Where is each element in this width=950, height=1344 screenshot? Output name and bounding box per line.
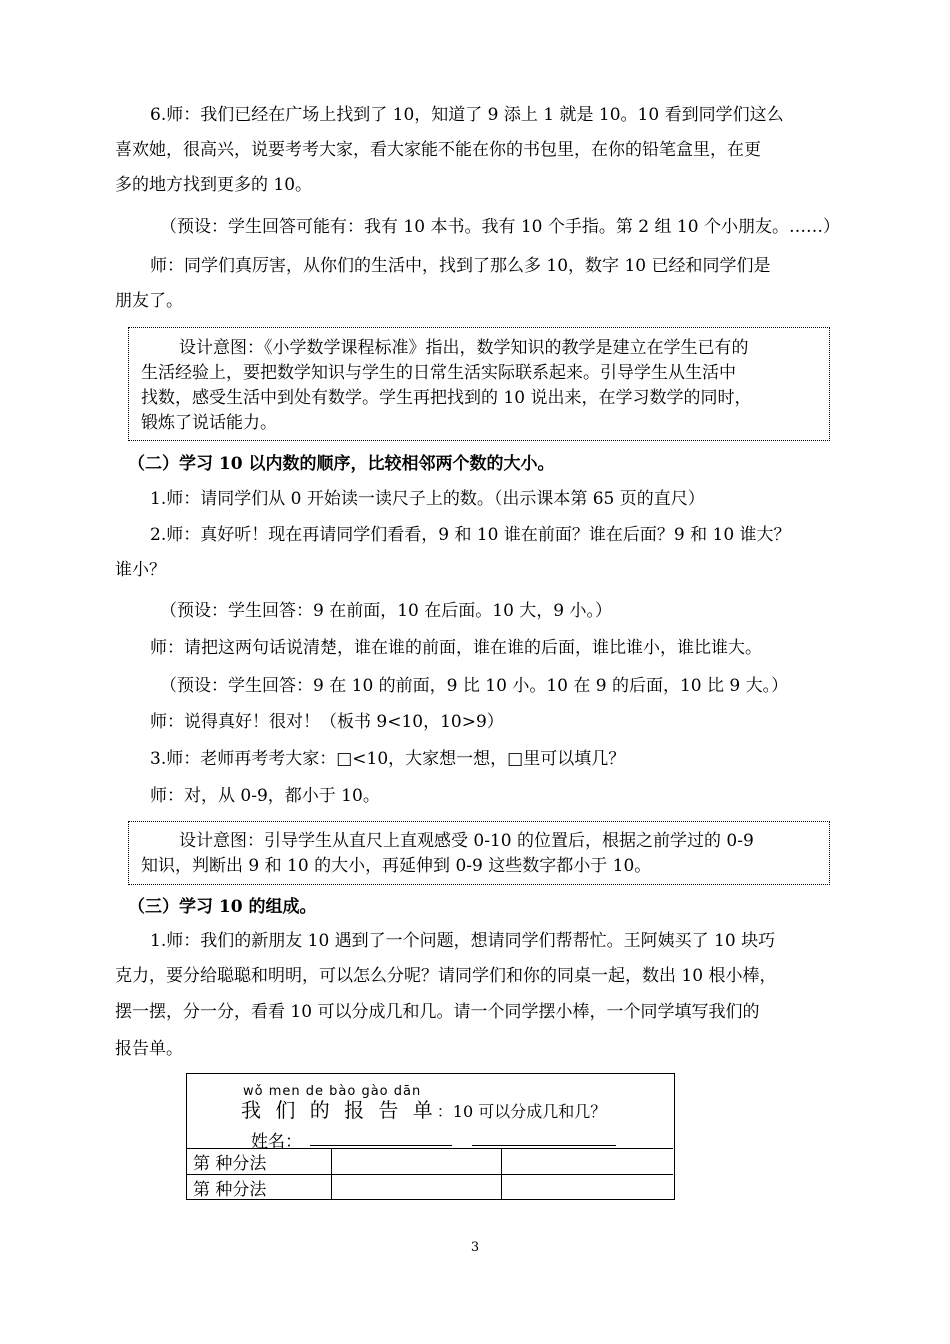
box-line: 设计意图：《小学数学课程标准》指出，数学知识的教学是建立在学生已有的	[179, 338, 749, 358]
method-label: 第 种分法	[187, 1175, 331, 1201]
design-intent-box	[128, 821, 830, 885]
paragraph-line: 师：对，从 0-9，都小于 10。	[150, 786, 380, 806]
box-line: 设计意图：引导学生从直尺上直观感受 0-10 的位置后，根据之前学过的 0-9	[179, 831, 754, 851]
paragraph-line: 谁小？	[115, 560, 166, 580]
paragraph-line: 朋友了。	[115, 291, 183, 311]
design-intent-box	[128, 327, 830, 441]
name-blank-1[interactable]	[310, 1145, 452, 1146]
report-title-pinyin: wǒ men de bào gào dān	[243, 1084, 422, 1099]
section-heading: （二）学习 10 以内数的顺序，比较相邻两个数的大小。	[128, 454, 555, 474]
method-label: 第 种分法	[187, 1149, 331, 1175]
paragraph-line: 2.师：真好听！现在再请同学们看看，9 和 10 谁在前面？谁在后面？9 和 10 谁大？	[150, 525, 791, 545]
paragraph-line: 多的地方找到更多的 10。	[115, 175, 313, 195]
paragraph-line: 师：请把这两句话说清楚，谁在谁的前面，谁在谁的后面，谁比谁小，谁比谁大。	[150, 638, 762, 658]
paragraph-line: 喜欢她，很高兴，说要考考大家，看大家能不能在你的书包里，在你的铅笔盒里，在更	[115, 140, 761, 160]
answer-cell[interactable]	[501, 1149, 673, 1175]
box-line: 知识，判断出 9 和 10 的大小，再延伸到 0-9 这些数字都小于 10。	[141, 856, 652, 876]
paragraph-line: （预设：学生回答：9 在 10 的前面，9 比 10 小。10 在 9 的后面，10 比 9 大。）	[160, 676, 789, 696]
report-question: ：10 可以分成几和几？	[436, 1102, 607, 1121]
report-title	[241, 1094, 606, 1123]
box-line: 锻炼了说话能力。	[141, 413, 277, 433]
answer-cell[interactable]	[331, 1149, 501, 1175]
table-row	[187, 1149, 673, 1175]
paragraph-line: 师：说得真好！很对！（板书 9<10，10>9）	[150, 712, 504, 732]
answer-cell[interactable]	[501, 1175, 673, 1201]
report-form	[186, 1073, 675, 1200]
page-number: 3	[470, 1240, 480, 1255]
paragraph-line: 3.师：老师再考考大家：□<10，大家想一想，□里可以填几？	[150, 749, 626, 769]
paragraph-line: 1.师：请同学们从 0 开始读一读尺子上的数。（出示课本第 65 页的直尺）	[150, 489, 705, 509]
paragraph-line: 1.师：我们的新朋友 10 遇到了一个问题，想请同学们帮帮忙。王阿姨买了 10 块巧	[150, 931, 776, 951]
paragraph-line: 克力，要分给聪聪和明明，可以怎么分呢？请同学们和你的同桌一起，数出 10 根小棒，	[115, 966, 777, 986]
paragraph-line: 6.师：我们已经在广场上找到了 10，知道了 9 添上 1 就是 10。10 看到同学们这么	[150, 105, 784, 125]
paragraph-line: （预设：学生回答可能有：我有 10 本书。我有 10 个手指。第 2 组 10 个小朋友。……）	[160, 217, 840, 237]
box-line: 找数，感受生活中到处有数学。学生再把找到的 10 说出来，在学习数学的同时，	[141, 388, 752, 408]
paragraph-line: 师：同学们真厉害，从你们的生活中，找到了那么多 10，数字 10 已经和同学们是	[150, 256, 771, 276]
answer-cell[interactable]	[331, 1175, 501, 1201]
section-heading: （三）学习 10 的组成。	[128, 897, 317, 917]
paragraph-line: 摆一摆，分一分，看看 10 可以分成几和几。请一个同学摆小棒，一个同学填写我们的	[115, 1002, 760, 1022]
name-blank-2[interactable]	[472, 1145, 616, 1146]
box-line: 生活经验上，要把数学知识与学生的日常生活实际联系起来。引导学生从生活中	[141, 363, 736, 383]
report-title-text: 我 们 的 报 告 单	[241, 1098, 437, 1122]
table-row	[187, 1175, 673, 1201]
paragraph-line: （预设：学生回答：9 在前面，10 在后面。10 大，9 小。）	[160, 601, 613, 621]
name-label: 姓名：	[251, 1132, 302, 1152]
report-table	[187, 1148, 673, 1200]
paragraph-line: 报告单。	[115, 1039, 183, 1059]
